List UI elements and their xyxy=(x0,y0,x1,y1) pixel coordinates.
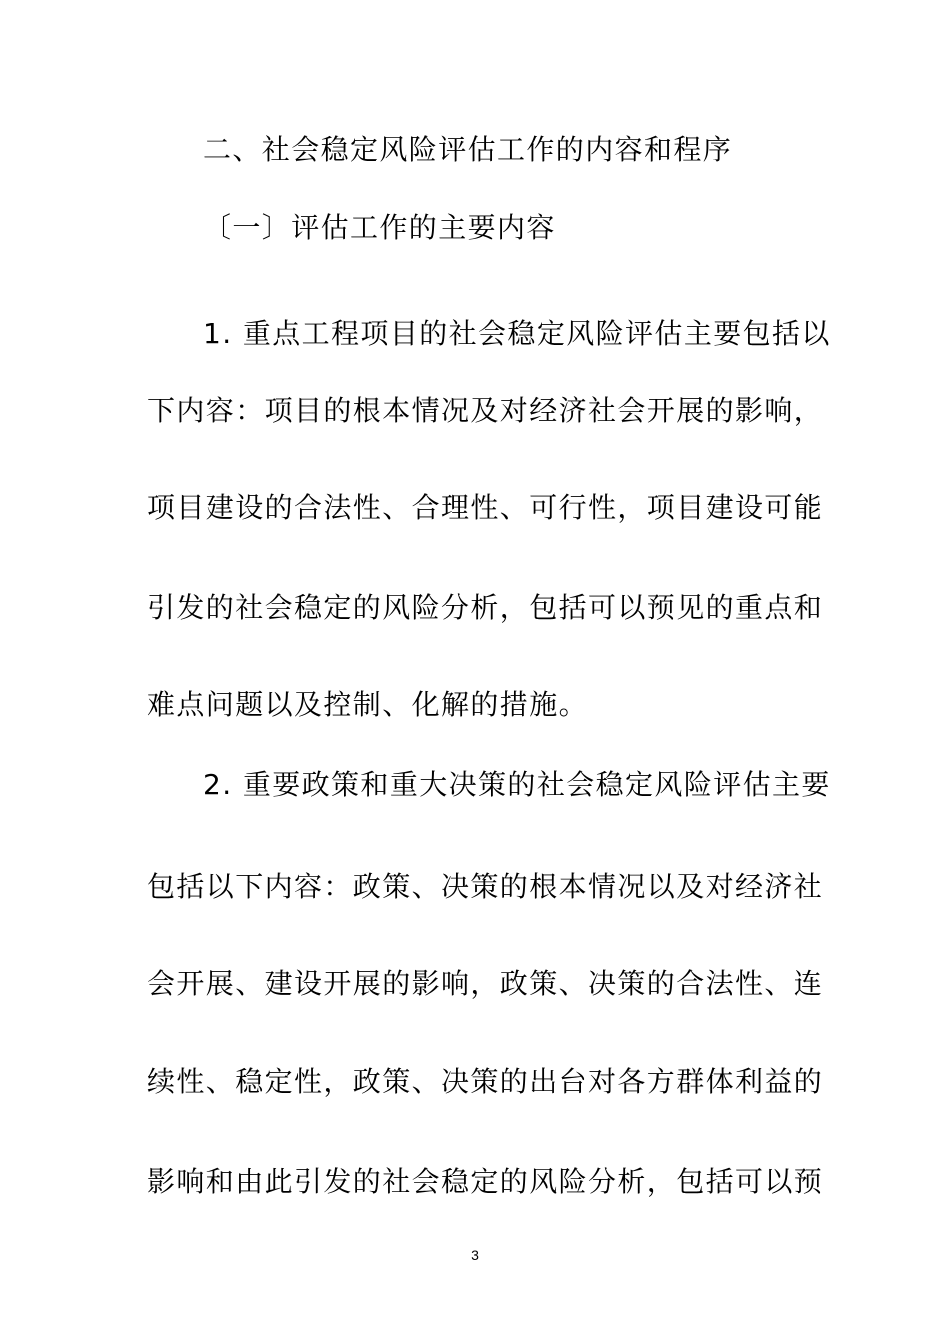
paragraph-1-line-3: 项目建设的合法性、合理性、可行性，项目建设可能 xyxy=(147,491,824,524)
paragraph-2-line-2: 包括以下内容：政策、决策的根本情况以及对经济社 xyxy=(147,870,824,903)
paragraph-1-line-1: 1. 重点工程项目的社会稳定风险评估主要包括以 xyxy=(203,317,831,350)
paragraph-1-line-2: 下内容：项目的根本情况及对经济社会开展的影响， xyxy=(147,394,824,427)
paragraph-2-line-5: 影响和由此引发的社会稳定的风险分析，包括可以预 xyxy=(147,1165,824,1198)
paragraph-2-line-4: 续性、稳定性，政策、决策的出台对各方群体利益的 xyxy=(147,1065,824,1098)
page-number: 3 xyxy=(471,1247,479,1263)
paragraph-2-line-3: 会开展、建设开展的影响，政策、决策的合法性、连 xyxy=(147,967,824,1000)
subsection-heading: 〔一〕评估工作的主要内容 xyxy=(203,211,556,244)
section-heading: 二、社会稳定风险评估工作的内容和程序 xyxy=(203,133,733,166)
paragraph-1-line-5: 难点问题以及控制、化解的措施。 xyxy=(147,688,589,721)
paragraph-1-line-4: 引发的社会稳定的风险分析，包括可以预见的重点和 xyxy=(147,591,824,624)
paragraph-2-line-1: 2. 重要政策和重大决策的社会稳定风险评估主要 xyxy=(203,768,831,801)
